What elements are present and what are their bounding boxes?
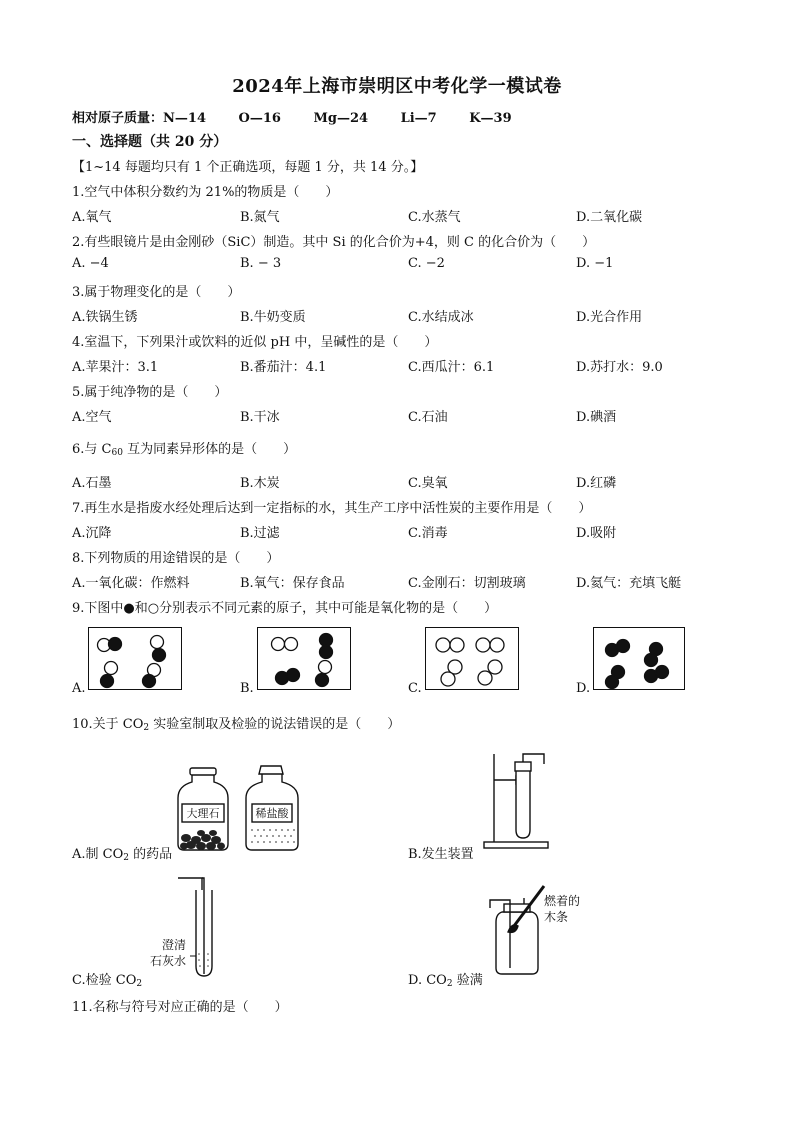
- black-atom: [101, 675, 114, 688]
- question-10-option-d-pre: D. CO: [408, 973, 447, 988]
- white-atom: [478, 671, 492, 685]
- question-10-option-c: [72, 969, 142, 989]
- question-9-stem: 9.下图中●和○分别表示不同元素的原子，其中可能是氧化物的是（ ）: [72, 601, 498, 616]
- molecule-box-a: [88, 627, 182, 690]
- question-6-stem-sub: 60: [111, 448, 123, 458]
- atomic-mass-k: K—39: [469, 111, 512, 126]
- black-atom: [645, 654, 658, 667]
- bottle-1-stopper: [190, 768, 216, 775]
- question-4-option-b: B.番茄汁：4.1: [240, 360, 327, 375]
- question-2-stem: 2.有些眼镜片是由金刚砂（SiC）制造。其中 Si 的化合价为+4，则 C 的化合价为（ ）: [72, 235, 596, 250]
- question-10-option-c-pre: C.检验 CO: [72, 973, 137, 988]
- question-3-option-d: D.光合作用: [576, 310, 643, 325]
- question-8-option-c: C.金刚石：切割玻璃: [408, 576, 526, 591]
- question-4-option-d: D.苏打水：9.0: [576, 360, 663, 375]
- black-atom: [320, 634, 333, 647]
- question-9-option-d: D.: [576, 681, 591, 696]
- white-atom: [436, 638, 450, 652]
- question-6-stem-pre: 6.与 C: [72, 442, 112, 457]
- question-9-option-a: A.: [72, 681, 86, 696]
- question-5-stem: 5.属于纯净物的是（ ）: [72, 385, 228, 400]
- question-4-option-a: A.苹果汁：3.1: [72, 360, 159, 375]
- question-2-option-b: B. − 3: [240, 256, 282, 271]
- white-atom: [476, 638, 490, 652]
- question-10-stem: [72, 713, 400, 733]
- white-atom: [490, 638, 504, 652]
- limewater-label-line-1: 澄清: [162, 938, 187, 952]
- molecule-diagram-b: [258, 628, 350, 689]
- bottle-2-stopper: [259, 766, 283, 774]
- question-4-stem: 4.室温下，下列果汁或饮料的近似 pH 中，呈碱性的是（ ）: [72, 335, 438, 350]
- question-3-option-c: C.水结成冰: [408, 310, 474, 325]
- white-atom: [488, 660, 502, 674]
- question-10-option-a-post: 的药品: [129, 847, 173, 862]
- question-6-option-b: B.木炭: [240, 476, 280, 491]
- question-3-option-b: B.牛奶变质: [240, 310, 306, 325]
- atomic-mass-label: 相对原子质量：: [72, 111, 164, 126]
- question-1-option-c: C.水蒸气: [408, 210, 461, 225]
- question-8-option-d: D.氦气：充填飞艇: [576, 576, 682, 591]
- question-6-option-a: A.石墨: [72, 476, 112, 491]
- black-atom: [320, 646, 333, 659]
- question-6-option-c: C.臭氧: [408, 476, 448, 491]
- question-7-option-b: B.过滤: [240, 526, 280, 541]
- question-11-stem: 11.名称与符号对应正确的是（ ）: [72, 1000, 288, 1015]
- question-8-option-b: B.氧气：保存食品: [240, 576, 345, 591]
- atomic-mass-o: O—16: [238, 111, 281, 126]
- white-atom: [319, 661, 332, 674]
- black-atom: [316, 674, 329, 687]
- question-10-option-d-sub: 2: [446, 979, 453, 989]
- iron-stand-base: [484, 842, 548, 848]
- burning-stick-label-line-1: 燃着的: [544, 894, 581, 908]
- question-10-stem-sub: 2: [143, 723, 150, 733]
- question-7-option-c: C.消毒: [408, 526, 448, 541]
- question-5-option-d: D.碘酒: [576, 410, 617, 425]
- question-2-option-a: A. −4: [72, 256, 109, 271]
- atomic-mass-n: N—14: [163, 111, 206, 126]
- question-3-option-a: A.铁锅生锈: [72, 310, 138, 325]
- question-4-option-c: C.西瓜汁：6.1: [408, 360, 495, 375]
- molecule-diagram-d: [594, 628, 684, 689]
- black-atom: [617, 640, 630, 653]
- question-10-option-a: [72, 843, 172, 863]
- question-2-option-d: D. −1: [576, 256, 614, 271]
- black-atom: [606, 676, 619, 689]
- question-5-option-a: A.空气: [72, 410, 112, 425]
- molecule-box-c: [425, 627, 519, 690]
- question-10-stem-post: 实验室制取及检验的说法错误的是（ ）: [149, 717, 401, 732]
- question-1-option-b: B.氮气: [240, 210, 280, 225]
- burning-stick-label: [544, 893, 580, 925]
- white-atom: [105, 662, 118, 675]
- molecule-diagram-a: [89, 628, 181, 689]
- question-8-stem: 8.下列物质的用途错误的是（ ）: [72, 551, 280, 566]
- question-5-option-c: C.石油: [408, 410, 448, 425]
- black-atom: [656, 666, 669, 679]
- question-10-option-a-pre: A.制 CO: [72, 847, 124, 862]
- question-8-option-a: A.一氧化碳：作燃料: [72, 576, 190, 591]
- burning-stick-label-line-2: 木条: [544, 910, 569, 924]
- question-6-stem-post: 互为同素异形体的是（ ）: [122, 442, 297, 457]
- question-6-option-d: D.红磷: [576, 476, 617, 491]
- question-10-option-c-sub: 2: [136, 979, 143, 989]
- limewater-label: [150, 937, 187, 969]
- question-7-option-d: D.吸附: [576, 526, 617, 541]
- molecule-box-d: [593, 627, 685, 690]
- reagent-bottles-illustration: [170, 762, 310, 856]
- black-atom: [143, 675, 156, 688]
- section-note: 【1~14 每题均只有 1 个正确选项，每题 1 分，共 14 分。】: [72, 160, 424, 175]
- atomic-mass-mg: Mg—24: [313, 111, 369, 126]
- question-9-option-c: C.: [408, 681, 422, 696]
- molecule-diagram-c: [426, 628, 518, 689]
- question-6-stem: [72, 438, 296, 458]
- question-7-stem: 7.再生水是指废水经处理后达到一定指标的水，其生产工序中活性炭的主要作用是（ ）: [72, 501, 592, 516]
- rubber-stopper: [515, 762, 531, 771]
- acid-liquid-dots: [251, 829, 295, 843]
- section-heading: 一、选择题（共 20 分）: [72, 134, 228, 150]
- bottle-1-label: 大理石: [186, 807, 220, 820]
- question-10-option-d-post: 验满: [452, 973, 483, 988]
- question-10-option-a-sub: 2: [123, 853, 129, 863]
- question-10-option-d: [408, 969, 483, 989]
- question-7-option-a: A.沉降: [72, 526, 112, 541]
- black-atom: [287, 669, 300, 682]
- white-atom: [450, 638, 464, 652]
- question-10-option-b: B.发生装置: [408, 847, 474, 862]
- white-atom: [285, 638, 298, 651]
- white-atom: [151, 636, 164, 649]
- question-1-option-a: A.氧气: [72, 210, 112, 225]
- question-3-stem: 3.属于物理变化的是（ ）: [72, 285, 241, 300]
- bottle-2-label: 稀盐酸: [255, 807, 289, 820]
- question-1-stem: 1.空气中体积分数约为 21%的物质是（ ）: [72, 185, 339, 200]
- question-2-option-c: C. −2: [408, 256, 445, 271]
- white-atom: [441, 672, 455, 686]
- black-atom: [153, 649, 166, 662]
- molecule-box-b: [257, 627, 351, 690]
- generation-apparatus-illustration: [478, 750, 554, 852]
- question-1-option-d: D.二氧化碳: [576, 210, 643, 225]
- marble-chips: [180, 830, 225, 850]
- question-5-option-b: B.干冰: [240, 410, 280, 425]
- test-tube: [516, 770, 530, 838]
- white-atom: [272, 638, 285, 651]
- atomic-mass-line: [72, 107, 512, 126]
- question-10-stem-pre: 10.关于 CO: [72, 717, 144, 732]
- atomic-mass-li: Li—7: [400, 111, 437, 126]
- limewater-label-line-2: 石灰水: [150, 954, 187, 968]
- question-9-option-b: B.: [240, 681, 254, 696]
- black-atom: [109, 638, 122, 651]
- page-title: 2024年上海市崇明区中考化学一模试卷: [232, 76, 562, 97]
